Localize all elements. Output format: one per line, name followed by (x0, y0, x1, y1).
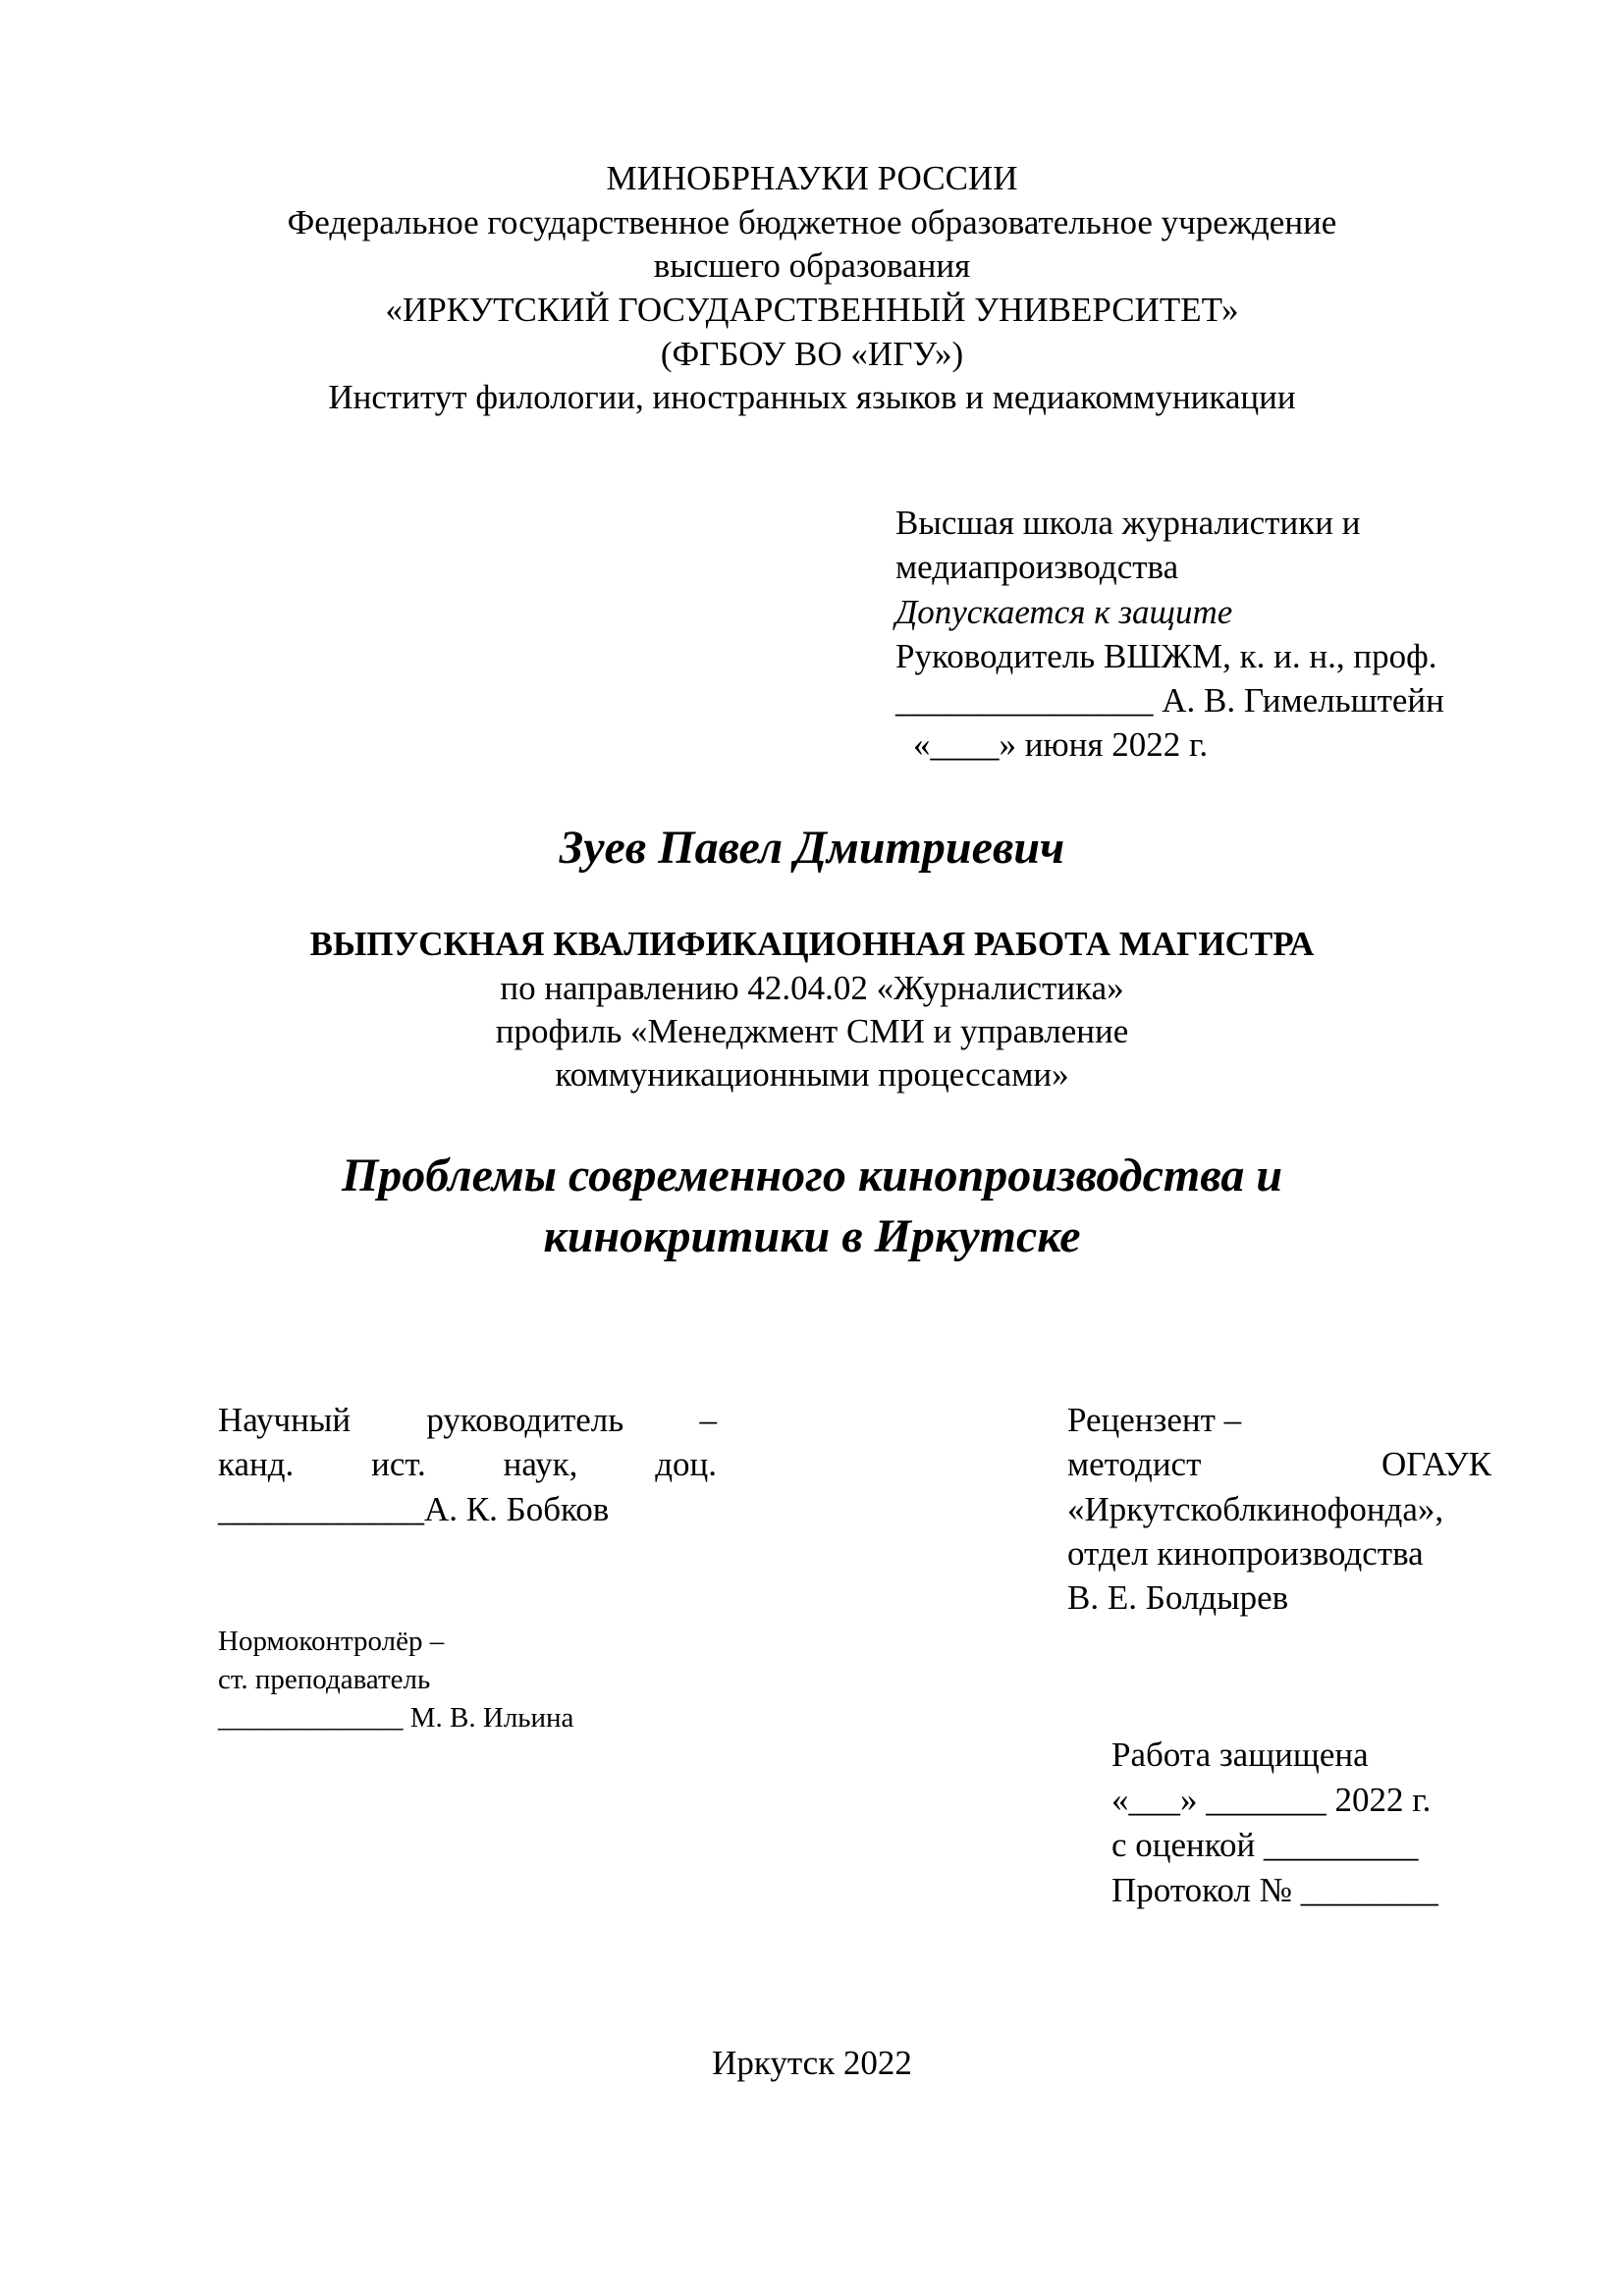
education-level-line: высшего образования (653, 246, 971, 285)
reviewer-line-3: «Иркутскоблкинофонда», (1067, 1490, 1444, 1528)
defense-line-1: Работа защищена (1111, 1735, 1369, 1774)
work-type: ВЫПУСКНАЯ КВАЛИФИКАЦИОННАЯ РАБОТА МАГИСТРА (309, 925, 1315, 963)
work-profile-line-2: коммуникационными процессами» (555, 1055, 1069, 1094)
work-profile-line-1: профиль «Менеджмент СМИ и управление (495, 1012, 1129, 1050)
defense-protocol-line: Протокол № ________ (1111, 1871, 1438, 1909)
reviewer-line-4: отдел кинопроизводства (1067, 1534, 1424, 1573)
reviewer-line-2: методист ОГАУК (1067, 1445, 1491, 1483)
city-year: Иркутск 2022 (712, 2044, 912, 2082)
approval-date-line: «____» июня 2022 г. (913, 725, 1209, 764)
reviewer-line-5: В. Е. Болдырев (1067, 1578, 1289, 1617)
defense-date-line: «___» _______ 2022 г. (1111, 1781, 1432, 1819)
head-line: Руководитель ВШЖМ, к. и. н., проф. (895, 637, 1437, 675)
abbreviation-line: (ФГБОУ ВО «ИГУ») (660, 335, 964, 373)
supervisor-line-2: канд. ист. наук, доц. (218, 1445, 717, 1483)
normcontrol-signature: _____________ М. В. Ильина (218, 1702, 574, 1734)
work-direction: по направлению 42.04.02 «Журналистика» (500, 969, 1124, 1007)
thesis-title-line-1: Проблемы современного кинопроизводства и (341, 1149, 1283, 1201)
school-line-1: Высшая школа журналистики и (895, 504, 1361, 542)
school-line-2: медиапроизводства (895, 548, 1179, 586)
institution-type-line: Федеральное государственное бюджетное образовательное учреждение (287, 203, 1337, 241)
supervisor-line-1: Научный руководитель – (218, 1401, 717, 1439)
supervisor-signature: ____________А. К. Бобков (218, 1490, 610, 1528)
reviewer-line-1: Рецензент – (1067, 1401, 1242, 1439)
head-signature-line: _______________ А. В. Гимельштейн (895, 681, 1444, 720)
author-name: Зуев Павел Дмитриевич (559, 822, 1065, 874)
ministry-line: МИНОБРНАУКИ РОССИИ (606, 159, 1018, 197)
admitted-line: Допускается к защите (895, 593, 1233, 631)
institute-line: Институт филологии, иностранных языков и медиакоммуникации (328, 378, 1296, 416)
normcontrol-line-2: ст. преподаватель (218, 1664, 431, 1695)
thesis-title-line-2: кинокритики в Иркутске (543, 1210, 1081, 1262)
normcontrol-line-1: Нормоконтролёр – (218, 1626, 445, 1657)
defense-grade-line: с оценкой _________ (1111, 1826, 1419, 1864)
university-line: «ИРКУТСКИЙ ГОСУДАРСТВЕННЫЙ УНИВЕРСИТЕТ» (385, 291, 1239, 329)
